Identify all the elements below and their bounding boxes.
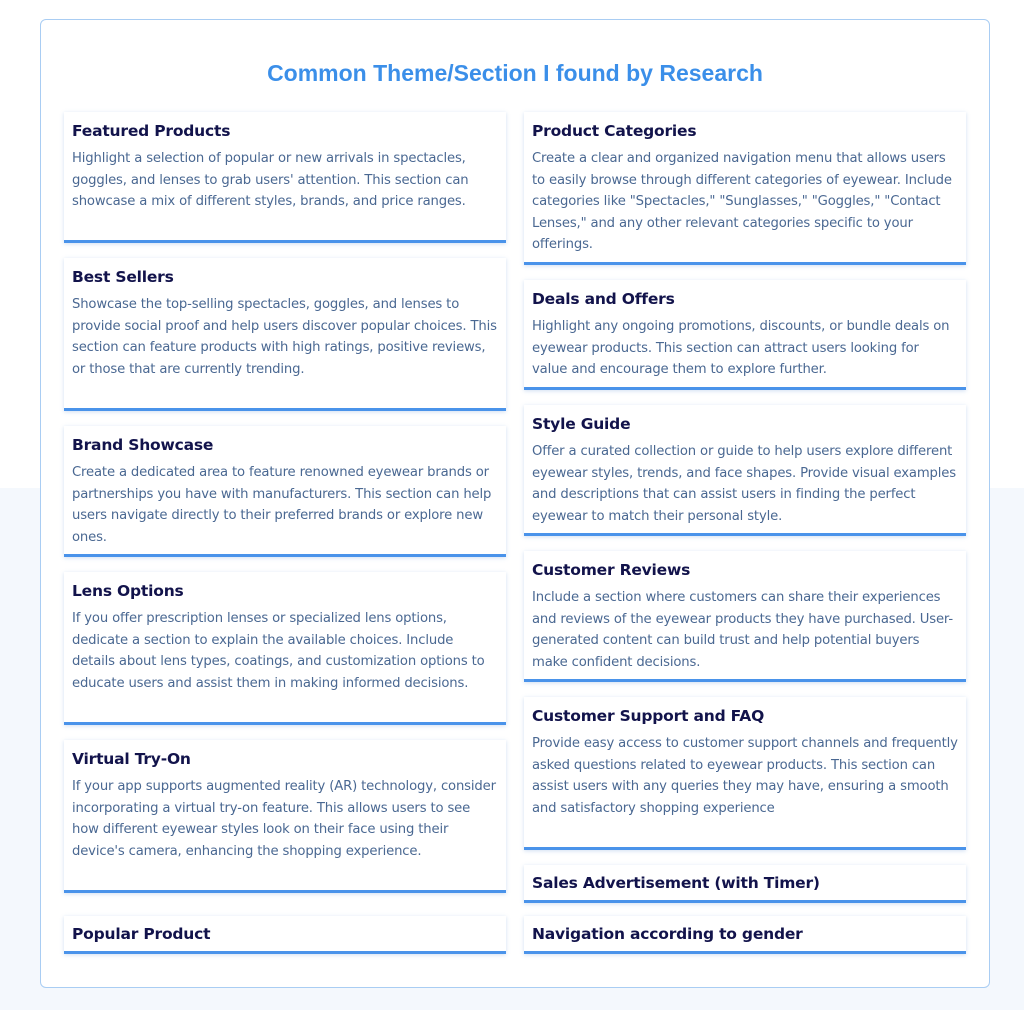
section-description: Create a dedicated area to feature renowned eyewear brands or partnerships you have with manufacturers. This section can help users navigate directly to their preferred brands or explore new ones.: [72, 465, 492, 545]
section-card-popular-product: [64, 916, 506, 954]
section-description: Highlight a selection of popular or new arrivals in spectacles, goggles, and lenses to grab users' attention. This section can showcase a mix of different styles, brands, and price ranges.: [72, 151, 469, 209]
section-description: Include a section where customers can share their experiences and reviews of the eyewear products they have purchased. User-generated content can build trust and help potential buyers make confident decisions.: [532, 590, 953, 670]
section-heading: Customer Support and FAQ: [532, 707, 765, 725]
section-card-customer-reviews: [524, 551, 966, 682]
section-card-virtual-try-on: [64, 740, 506, 893]
section-description: If you offer prescription lenses or specialized lens options, dedicate a section to explain the available choices. Include details about lens types, coatings, and customization options to educate users and assist them in making informed decisions.: [72, 611, 485, 691]
section-card-deals-and-offers: [524, 280, 966, 390]
section-heading: Featured Products: [72, 122, 231, 140]
section-description: Showcase the top-selling spectacles, goggles, and lenses to provide social proof and help users discover popular choices. This section can feature products with high ratings, positive reviews, or those that are currently trending.: [72, 297, 497, 377]
section-card-style-guide: [524, 405, 966, 536]
section-card-brand-showcase: [64, 426, 506, 557]
section-heading: Best Sellers: [72, 268, 174, 286]
section-card-navigation-by-gender: [524, 916, 966, 954]
section-card-lens-options: [64, 572, 506, 725]
section-description: Offer a curated collection or guide to help users explore different eyewear styles, trends, and face shapes. Provide visual examples and descriptions that can assist users in finding the perfect eyewear to match their personal style.: [532, 444, 956, 524]
page-title: Common Theme/Section I found by Research: [267, 60, 763, 86]
section-heading: Virtual Try-On: [72, 750, 191, 768]
section-heading: Sales Advertisement (with Timer): [532, 874, 820, 892]
section-card-product-categories: [524, 112, 966, 265]
section-card-sales-advertisement: [524, 865, 966, 903]
section-description: If your app supports augmented reality (AR) technology, consider incorporating a virtual try-on feature. This allows users to see how different eyewear styles look on their face using their device's camera, enhancing the shopping experience.: [72, 779, 496, 859]
section-heading: Navigation according to gender: [532, 925, 803, 943]
section-description: Provide easy access to customer support channels and frequently asked questions related to eyewear products. This section can assist users with any queries they may have, ensuring a smooth and satisfactory shopping experience: [532, 736, 958, 816]
section-heading: Popular Product: [72, 925, 211, 943]
section-heading: Deals and Offers: [532, 290, 675, 308]
section-heading: Product Categories: [532, 122, 697, 140]
section-heading: Lens Options: [72, 582, 184, 600]
section-card-featured-products: [64, 112, 506, 243]
section-description: Create a clear and organized navigation menu that allows users to easily browse through different categories of eyewear. Include categories like "Spectacles," "Sunglasses," "Goggles," "Contact Lenses," and any other relevant categories specific to your offerings.: [532, 151, 952, 252]
section-description: Highlight any ongoing promotions, discounts, or bundle deals on eyewear products. This section can attract users looking for value and encourage them to explore further.: [532, 319, 950, 377]
section-card-customer-support-faq: [524, 697, 966, 850]
section-heading: Customer Reviews: [532, 561, 691, 579]
section-heading: Brand Showcase: [72, 436, 214, 454]
section-heading: Style Guide: [532, 415, 631, 433]
section-card-best-sellers: [64, 258, 506, 411]
